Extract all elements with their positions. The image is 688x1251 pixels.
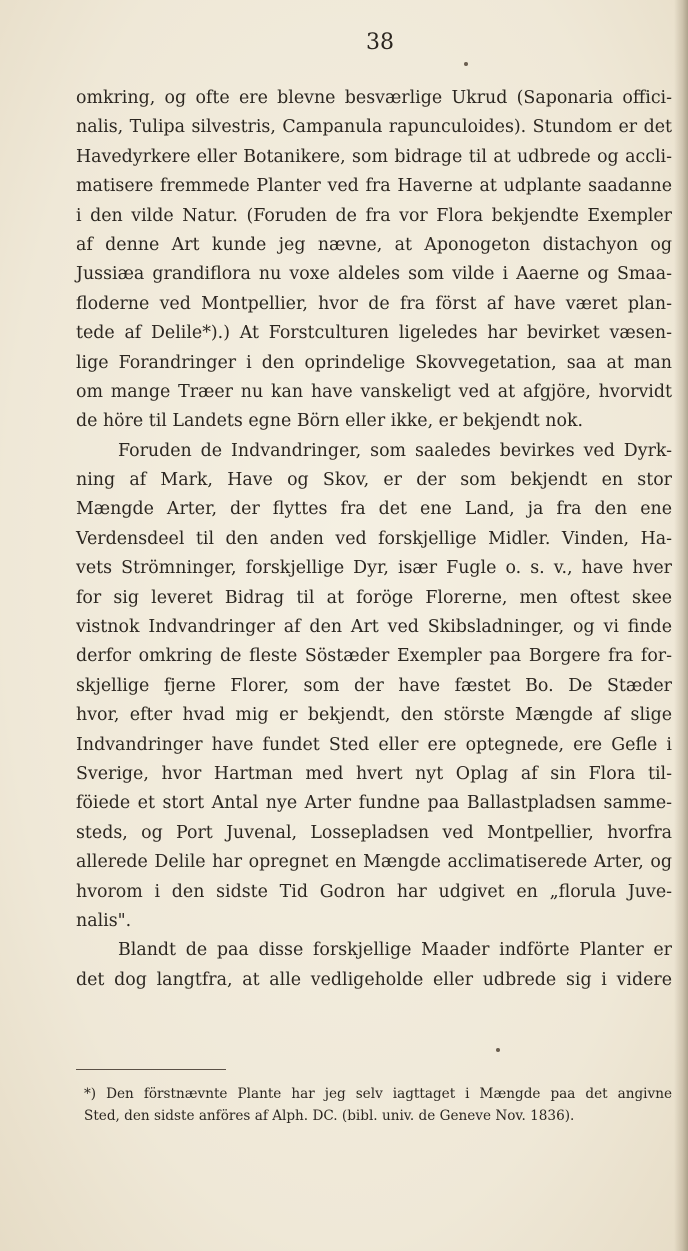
paragraph-1 [76,84,672,437]
text-line: tede af Delile*).) At Forstculturen ligeledes har bevirket væsen- [76,323,672,344]
text-line: Indvandringer have fundet Sted eller ere optegnede, ere Gefle i [76,734,672,755]
page-number: 38 [366,30,394,55]
footnote-line: Sted, den sidste anföres af Alph. DC. (bibl. univ. de Geneve Nov. 1836). [84,1108,575,1124]
paragraph-2 [76,437,672,937]
text-line: de höre til Landets egne Börn eller ikke, er bekjendt nok. [76,411,584,432]
text-line: floderne ved Montpellier, hvor de fra först af have været plan- [76,293,672,314]
page-edge-shadow [674,0,688,1251]
body-text [76,84,672,995]
text-line: det dog langtfra, at alle vedligeholde eller udbrede sig i videre [76,969,672,990]
text-line: for sig leveret Bidrag til at foröge Florerne, men oftest skee [76,587,672,608]
text-line: nalis, Tulipa silvestris, Campanula rapunculoides). Stundom er det [76,117,672,138]
text-line: Mængde Arter, der flyttes fra det ene Land, ja fra den ene [76,499,672,520]
footnote-line: *) Den förstnævnte Plante har jeg selv iagttaget i Mængde paa det angivne [84,1086,672,1102]
text-line: vets Strömninger, forskjellige Dyr, især Fugle o. s. v., have hver [76,558,672,579]
text-line: derfor omkring de fleste Söstæder Exempler paa Borgere fra for- [76,646,672,667]
text-line: ning af Mark, Have og Skov, er der som bekjendt en stor [76,470,672,491]
text-line: föiede et stort Antal nye Arter fundne paa Ballastpladsen samme- [76,793,672,814]
text-line: Verdensdeel til den anden ved forskjellige Midler. Vinden, Ha- [76,528,672,549]
paragraph-3 [76,936,672,995]
text-line: steds, og Port Juvenal, Lossepladsen ved Montpellier, hvorfra [76,822,672,843]
text-line: nalis". [76,910,132,931]
text-line: hvorom i den sidste Tid Godron har udgivet en „florula Juve- [76,881,672,902]
text-line: af denne Art kunde jeg nævne, at Aponogeton distachyon og [76,234,672,255]
text-line: vistnok Indvandringer af den Art ved Skibsladninger, og vi finde [76,617,672,638]
text-line: om mange Træer nu kan have vanskeligt ved at afgjöre, hvorvidt [76,381,672,402]
footnote-rule [76,1069,226,1070]
print-speck [496,1048,500,1052]
print-speck [464,62,468,66]
text-line: Jussiæa grandiflora nu voxe aldeles som vilde i Aaerne og Smaa- [76,264,672,285]
footnote [84,1083,672,1127]
text-line: skjellige fjerne Florer, som der have fæstet Bo. De Stæder [76,675,672,696]
text-line: Havedyrkere eller Botanikere, som bidrage til at udbrede og accli- [76,146,672,167]
text-line: matisere fremmede Planter ved fra Haverne at udplante saadanne [76,176,672,197]
text-line: Foruden de Indvandringer, som saaledes bevirkes ved Dyrk- [118,440,672,461]
text-line: Blandt de paa disse forskjellige Maader indförte Planter er [118,940,672,961]
text-line: Sverige, hvor Hartman med hvert nyt Oplag af sin Flora til- [76,763,672,784]
text-line: lige Forandringer i den oprindelige Skovvegetation, saa at man [76,352,672,373]
text-line: omkring, og ofte ere blevne besværlige Ukrud (Saponaria offici- [76,88,672,108]
text-line: allerede Delile har opregnet en Mængde acclimatiserede Arter, og [76,852,672,873]
text-line: hvor, efter hvad mig er bekjendt, den störste Mængde af slige [76,705,672,726]
text-line: i den vilde Natur. (Foruden de fra vor Flora bekjendte Exempler [76,205,672,226]
